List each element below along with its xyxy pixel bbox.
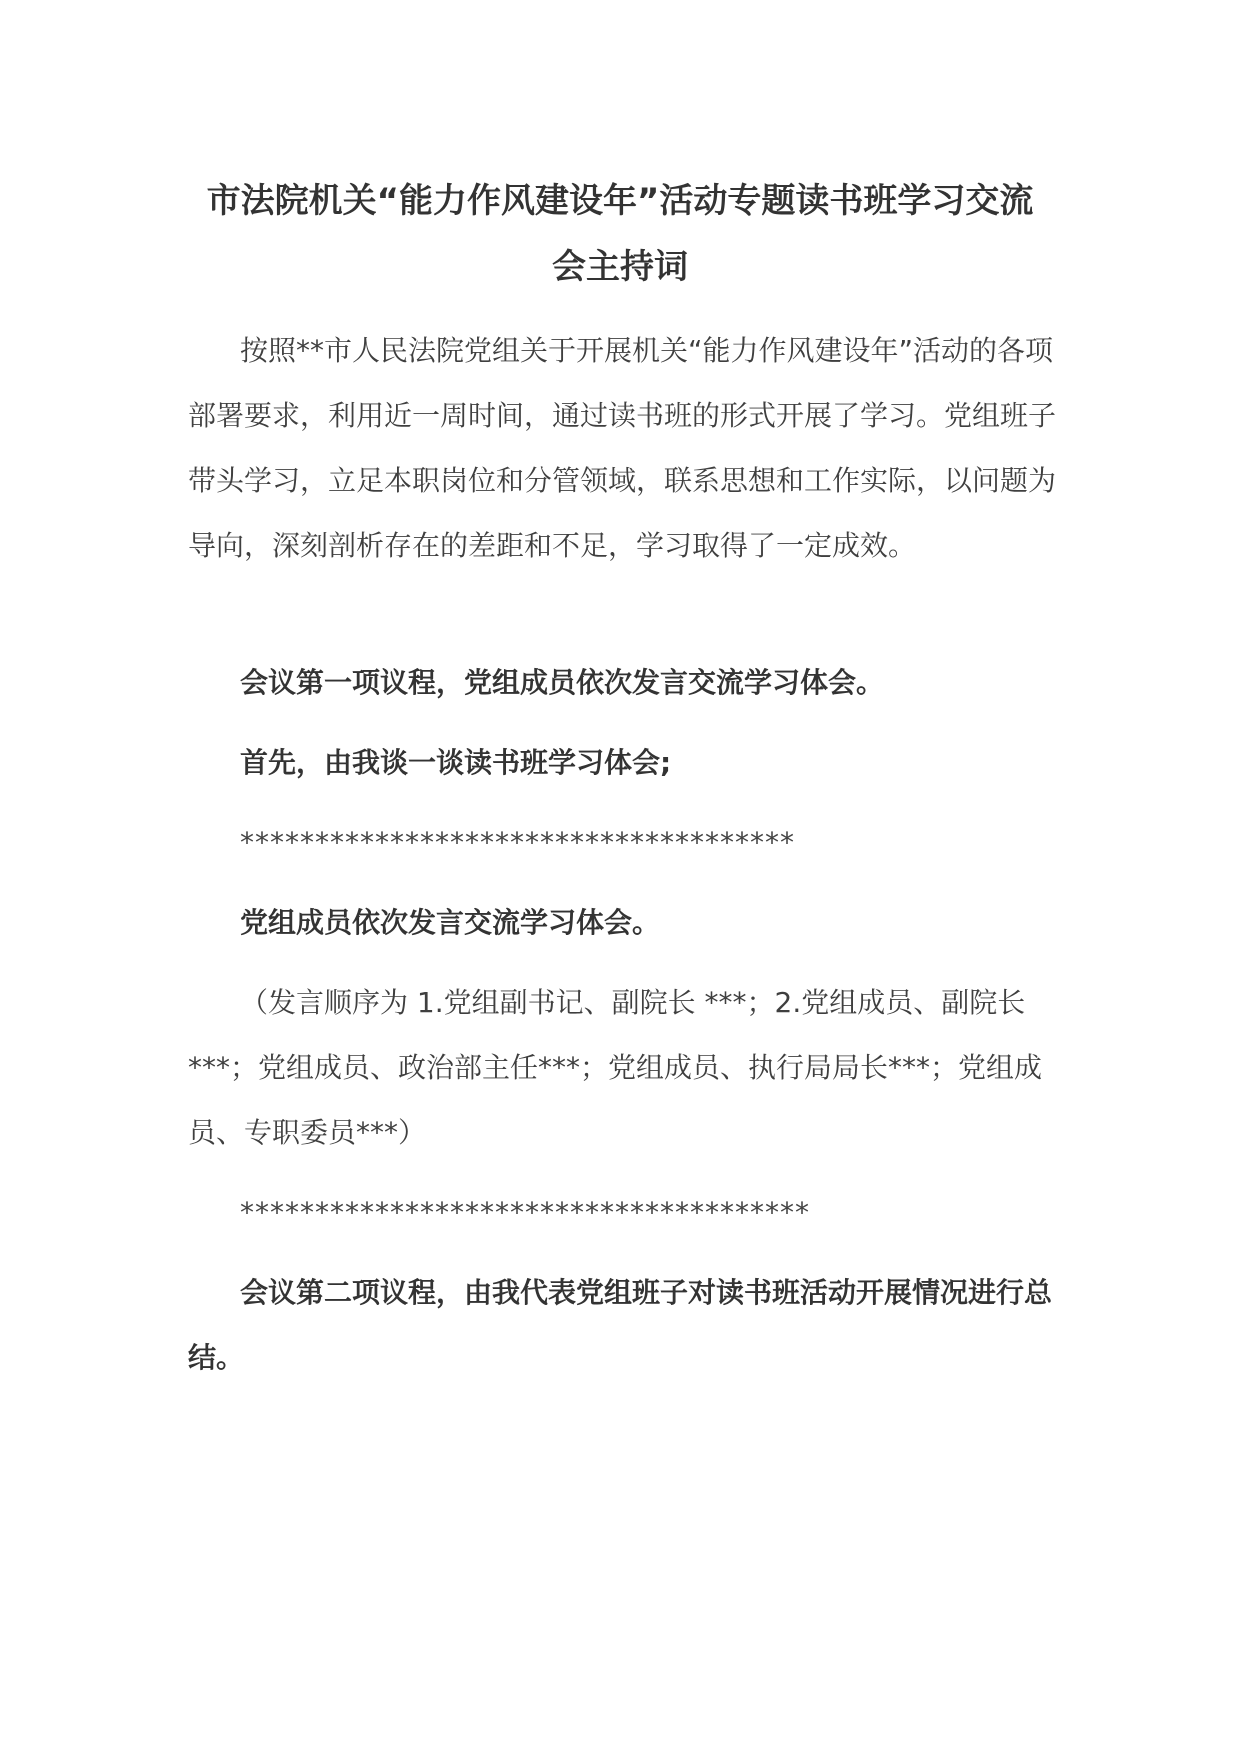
agenda-item-1: 会议第一项议程，党组成员依次发言交流学习体会。 (240, 666, 885, 699)
members-speak-line: 党组成员依次发言交流学习体会。 (240, 906, 661, 939)
placeholder-stars-2: ************************************** (240, 1196, 810, 1229)
document-title (186, 168, 1054, 300)
speaking-order-paragraph: （发言顺序为 1.党组副书记、副院长 ***；2.党组成员、副院长***；党组成员、政治部主任***；党组成员、执行局局长***；党组成员、专职委员***） (188, 986, 1043, 1149)
agenda-item-2: 会议第二项议程，由我代表党组班子对读书班活动开展情况进行总结。 (188, 1276, 1053, 1374)
title-line-1: 市法院机关“能力作风建设年”活动专题读书班学习交流 (206, 181, 1034, 221)
title-line-2: 会主持词 (552, 247, 688, 287)
intro-paragraph: 按照**市人民法院党组关于开展机关“能力作风建设年”活动的各项部署要求，利用近一周时间，通过读书班的形式开展了学习。党组班子带头学习，立足本职岗位和分管领域，联系思想和工作实际，以问题为导向，深刻剖析存在的差距和不足，学习取得了一定成效。 (188, 334, 1057, 562)
first-speaker-line: 首先，由我谈一谈读书班学习体会; (240, 746, 672, 779)
placeholder-stars-1: ************************************* (240, 826, 795, 859)
